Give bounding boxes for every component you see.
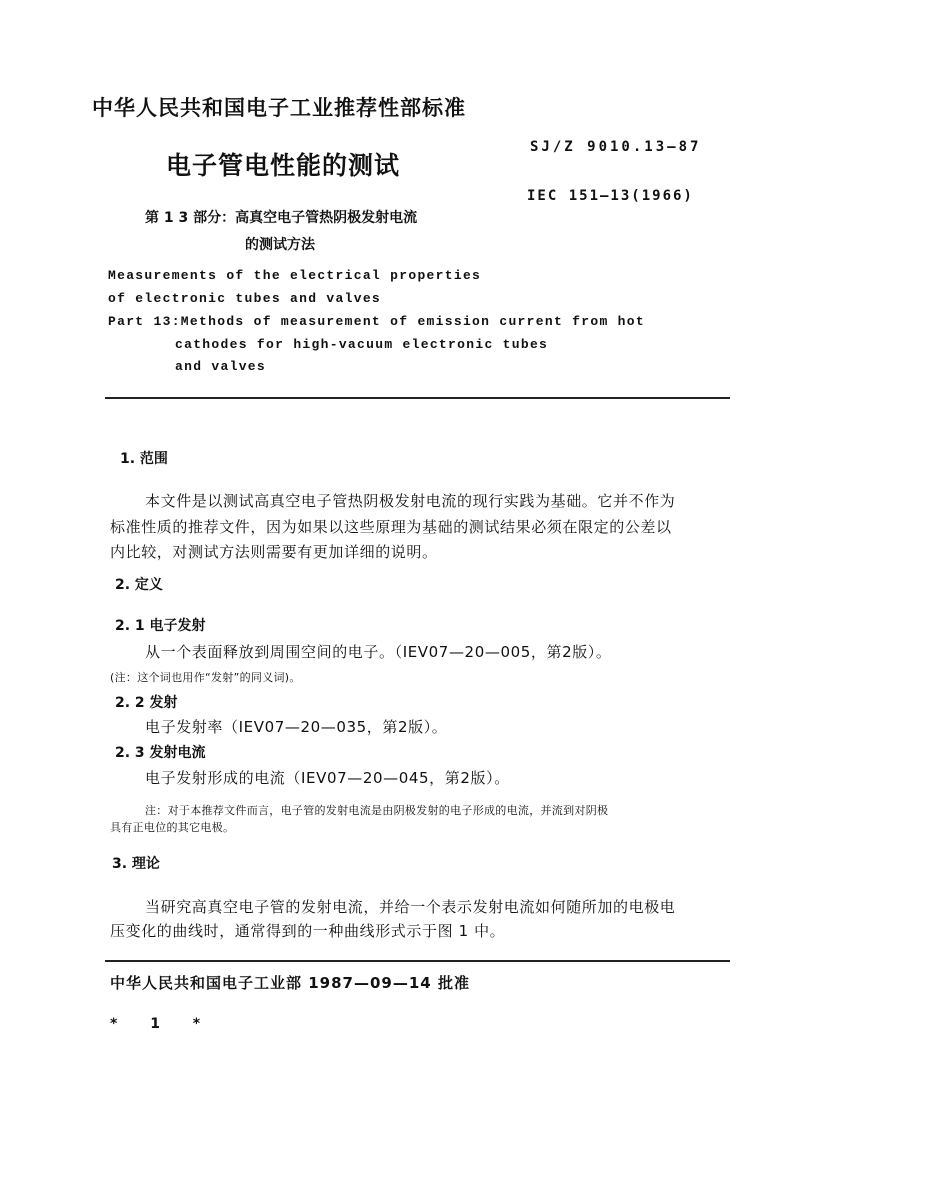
section-2-1-heading: 2. 1 电子发射: [115, 618, 206, 634]
english-title-line: of electronic tubes and valves: [108, 291, 382, 306]
section-2-3-note-line: 具有正电位的其它电极。: [110, 821, 235, 834]
header-divider: [105, 397, 730, 399]
section-2-3-heading: 2. 3 发射电流: [115, 745, 206, 761]
section-3-paragraph-line: 当研究高真空电子管的发射电流，并给一个表示发射电流如何随所加的电极电: [145, 898, 676, 916]
section-2-1-note: (注：这个词也用作“发射”的同义词)。: [110, 671, 301, 684]
section-3-paragraph-line: 压变化的曲线时，通常得到的一种曲线形式示于图 1 中。: [110, 922, 506, 940]
section-2-3-note-line: 注：对于本推荐文件而言，电子管的发射电流是由阴极发射的电子形成的电流，并流到对阴极: [145, 804, 609, 817]
part-title-cn-line2: 的测试方法: [245, 237, 315, 253]
section-2-1-text: 从一个表面释放到周围空间的电子。（IEV07—20—005，第2版）。: [145, 643, 612, 661]
footer-divider: [105, 960, 730, 962]
english-title-line: and valves: [175, 359, 267, 374]
section-3-heading: 3. 理论: [112, 856, 160, 872]
section-2-2-heading: 2. 2 发射: [115, 695, 178, 711]
part-title-cn-line1: 第 1 3 部分：高真空电子管热阴极发射电流: [145, 210, 418, 226]
standard-code: SJ/Z 9010.13—87: [530, 139, 702, 155]
page-number: * 1 *: [110, 1016, 215, 1032]
section-2-heading: 2. 定义: [115, 577, 163, 593]
approval-line: 中华人民共和国电子工业部 1987—09—14 批准: [110, 974, 470, 992]
english-title-line: cathodes for high-vacuum electronic tubes: [175, 337, 549, 352]
section-1-heading: 1. 范围: [120, 451, 168, 467]
section-1-paragraph-line: 标准性质的推荐文件，因为如果以这些原理为基础的测试结果必须在限定的公差以: [110, 518, 672, 536]
standard-title: 中华人民共和国电子工业推荐性部标准: [92, 96, 466, 120]
english-title-line: Measurements of the electrical properties: [108, 268, 482, 283]
section-2-3-text: 电子发射形成的电流（IEV07—20—045，第2版）。: [145, 769, 510, 787]
document-main-title: 电子管电性能的测试: [166, 151, 401, 180]
section-1-paragraph-line: 内比较，对测试方法则需要有更加详细的说明。: [110, 543, 438, 561]
section-2-2-text: 电子发射率（IEV07—20—035，第2版）。: [145, 718, 448, 736]
section-1-paragraph-line: 本文件是以测试高真空电子管热阴极发射电流的现行实践为基础。它并不作为: [145, 492, 676, 510]
iec-code: IEC 151—13(1966): [527, 188, 694, 204]
english-title-line: Part 13:Methods of measurement of emission current from hot: [108, 314, 645, 329]
